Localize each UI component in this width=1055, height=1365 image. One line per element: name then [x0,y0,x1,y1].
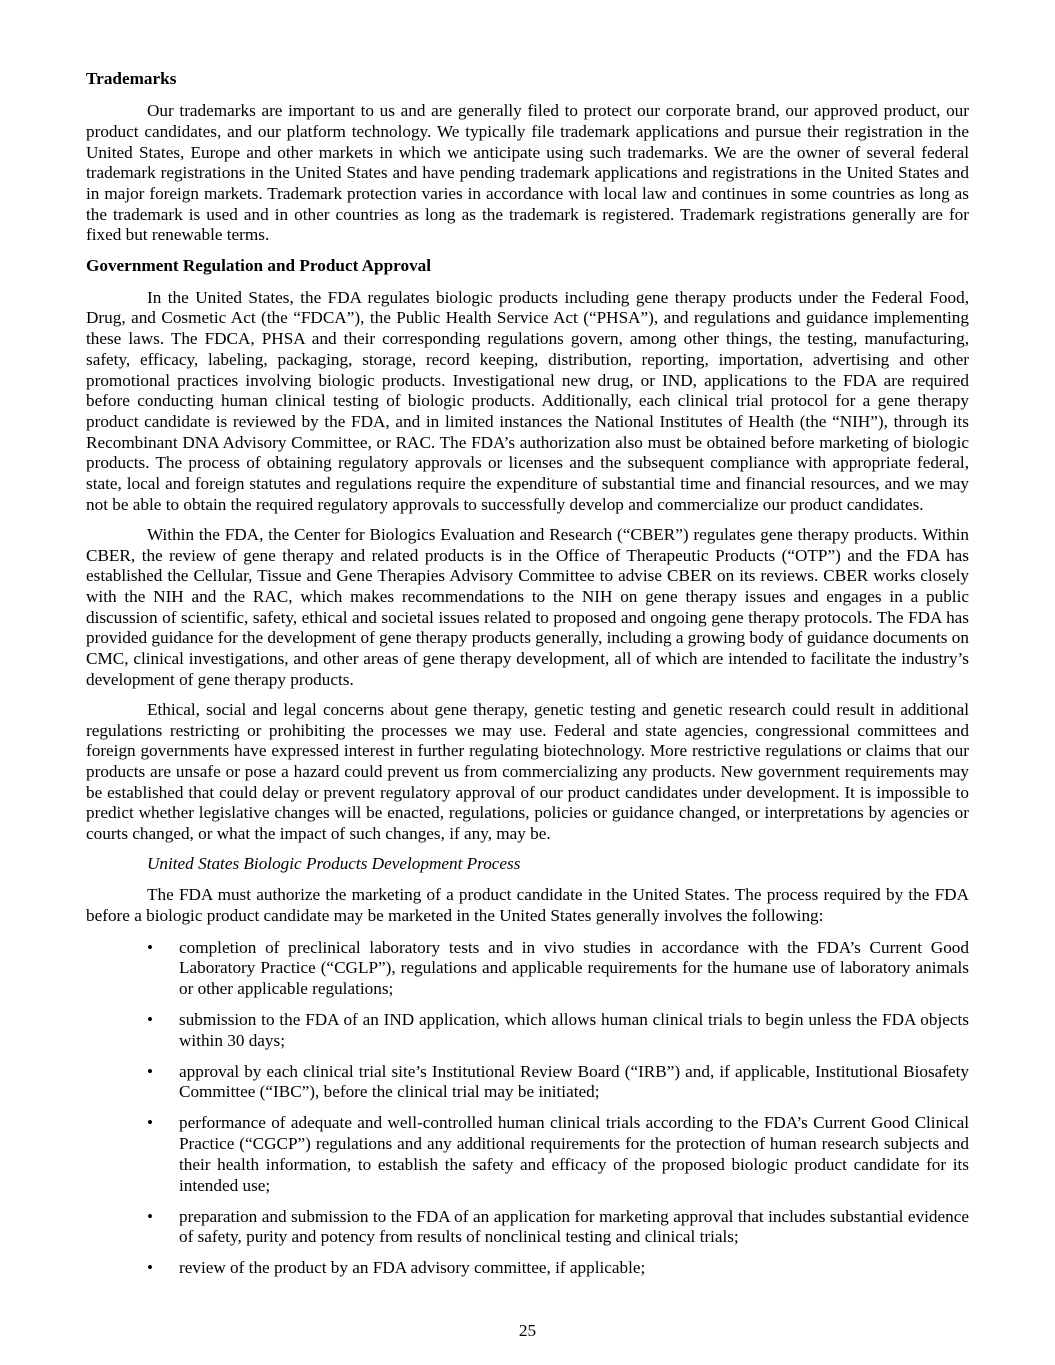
bullet-marker: • [147,937,154,957]
list-item-text: performance of adequate and well-controlled human clinical trials according to the FDA’s Current Good Clinical Practice (“CGCP”) regulations and any additional requirements for the protection of human research subjects and their health information, to establish the safety and efficacy of the proposed biologic product candidate for its intended use; [179,1113,969,1195]
subsection-heading-us-biologic-process: United States Biologic Products Development Process [147,854,521,874]
paragraph: Within the FDA, the Center for Biologics Evaluation and Research (“CBER”) regulates gene therapy products. Within CBER, the review of gene therapy and related products is in the Office of Therapeutic Products (“OTP”) and the FDA has established the Cellular, Tissue and Gene Therapies Advisory Committee to advise CBER on its reviews. CBER works closely with the NIH and the RAC, which makes recommendations to the NIH on gene therapy issues and engages in a public discussion of scientific, safety, ethical and societal issues related to proposed and ongoing gene therapy protocols. The FDA has provided guidance for the development of gene therapy products generally, including a growing body of guidance documents on CMC, clinical investigations, and other areas of gene therapy development, all of which are intended to facilitate the industry’s development of gene therapy products. [86,524,969,689]
paragraph: Ethical, social and legal concerns about gene therapy, genetic testing and genetic research could result in additional regulations restricting or prohibiting the processes we may use. Federal and state agencies, congressional committees and foreign governments have expressed interest in further regulating biotechnology. More restrictive regulations or claims that our products are unsafe or pose a hazard could prevent us from commercializing any products. New government requirements may be established that could delay or prevent regulatory approval of our product candidates under development. It is impossible to predict whether legislative changes will be enacted, regulations, policies or guidance changed, or interpretations by agencies or courts changed, or what the impact of such changes, if any, may be. [86,699,969,844]
list-item [86,1062,969,1103]
list-item-text: approval by each clinical trial site’s Institutional Review Board (“IRB”) and, if applicable, Institutional Biosafety Committee (“IBC”), before the clinical trial may be initiated; [179,1061,969,1102]
section-heading-trademarks: Trademarks [86,69,177,88]
page-content [86,69,969,1289]
section-heading-government-regulation: Government Regulation and Product Approval [86,255,432,275]
list-item [86,1207,969,1248]
bullet-marker: • [147,1258,154,1278]
list-item [86,1113,969,1196]
list-item [86,1010,969,1051]
list-item-text: completion of preclinical laboratory tests and in vivo studies in accordance with the FDA’s Current Good Laboratory Practice (“CGLP”), regulations and applicable requirements for the humane use of laboratory animals or other applicable regulations; [179,937,969,998]
requirements-list [86,938,969,1279]
list-item-text: review of the product by an FDA advisory committee, if applicable; [179,1258,646,1278]
list-item-text: preparation and submission to the FDA of an application for marketing approval that includes substantial evidence of safety, purity and potency from results of nonclinical testing and clinical trials; [179,1206,969,1247]
list-item [86,1258,969,1279]
page-number: 25 [518,1321,537,1340]
list-item [86,938,969,1000]
bullet-marker: • [147,1113,154,1133]
paragraph: Our trademarks are important to us and are generally filed to protect our corporate brand, our approved product, our product candidates, and our platform technology. We typically file trademark applications and pursue their registration in the United States, Europe and other markets in which we anticipate using such trademarks. We are the owner of several federal trademark registrations in the United States and have pending trademark applications and registrations in the United States and in major foreign markets. Trademark protection varies in accordance with local law and continues in some countries as long as the trademark is used and in other countries as long as the trademark is registered. Trademark registrations generally are for fixed but renewable terms. [86,101,969,245]
list-item-text: submission to the FDA of an IND application, which allows human clinical trials to begin unless the FDA objects within 30 days; [179,1009,969,1050]
paragraph: The FDA must authorize the marketing of a product candidate in the United States. The process required by the FDA before a biologic product candidate may be marketed in the United States generally involves the following: [86,885,969,925]
bullet-marker: • [147,1009,154,1029]
paragraph: In the United States, the FDA regulates biologic products including gene therapy products under the Federal Food, Drug, and Cosmetic Act (the “FDCA”), the Public Health Service Act (“PHSA”), and regulations and guidance implementing these laws. The FDCA, PHSA and their corresponding regulations govern, among other things, the testing, manufacturing, safety, efficacy, labeling, packaging, storage, record keeping, distribution, reporting, importation, advertising and other promotional practices involving biologic products. Investigational new drug, or IND, applications to the FDA are required before conducting human clinical testing of biologic products. Additionally, each clinical trial protocol for a gene therapy product candidate is reviewed by the FDA, and in limited instances the National Institutes of Health (the “NIH”), through its Recombinant DNA Advisory Committee, or RAC. The FDA’s authorization also must be obtained before marketing of biologic products. The process of obtaining regulatory approvals or licenses and the subsequent compliance with appropriate federal, state, local and foreign statutes and regulations require the expenditure of substantial time and financial resources, and we may not be able to obtain the required regulatory approvals to successfully develop and commercialize our product candidates. [86,287,969,514]
bullet-marker: • [147,1206,154,1226]
bullet-marker: • [147,1061,154,1081]
